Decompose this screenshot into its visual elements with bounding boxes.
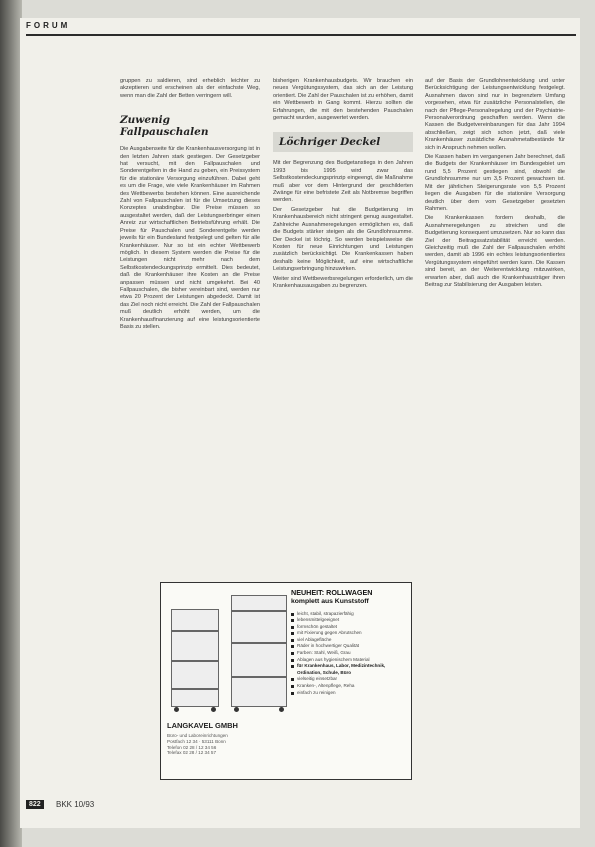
- column2-paragraph-3: Weiter sind Wettbewerbsregelungen erforderlich, um die Krankenhausausgaben zu begrenzen.: [273, 275, 413, 289]
- ad-company-name: LANGKAVEL GMBH: [167, 721, 238, 730]
- section-header: [26, 21, 576, 36]
- column3-paragraph-3: Die Krankenkassen fordern deshalb, die Ausnahmeregelungen zu streichen und die Budgetierung konsequent umzusetzen. Nur so kann das Ziel der Beitragssatzstabilität erreicht werden. Gleichzeitig muß die Zahl der Fallpauschalen erhöht werden, damit ab 1996 ein echtes leistungsorientiertes Vergütungssystem eingeführt werden kann. Die Kassen sind bereit, an der Weiterentwicklung mitzuwirken, erwarten aber, daß auch die Krankenhausträger ihren Beitrag zur Stabilisierung der Ausgaben leisten.: [425, 215, 565, 288]
- subheading-loechriger-deckel: Löchriger Deckel: [273, 132, 413, 152]
- ad-feature-item: mit Fixierung gegen Abrutschen: [291, 630, 405, 637]
- book-spine-shadow: [0, 0, 22, 847]
- column2-intro: bisherigen Krankenhausbudgets. Wir brauchen ein neues Vergütungssystem, das sich an der Leistung orientiert. Die Zahl der Pauschalen ist zu erhöhen, damit ein Wettbewerb in Gang kommt. Hierzu sollten die Erfahrungen, die mit den bestehenden Pauschalen gemacht wurden, ausgewertet werden.: [273, 78, 413, 122]
- ad-feature-item: Kranken-, Altenpflege, Reha: [291, 683, 405, 690]
- ad-feature-item: Ablagen aus hygienischem Material: [291, 657, 405, 664]
- cart-illustration-small: [171, 609, 219, 707]
- cart-illustration-large: [231, 595, 287, 707]
- ad-feature-list: [291, 611, 405, 697]
- ad-headline: NEUHEIT: ROLLWAGEN: [291, 588, 373, 597]
- page-footer: [26, 800, 576, 812]
- ad-feature-item-emphasis: für Krankenhaus, Labor, Medizintechnik, Ordination, Schule, Büro: [291, 663, 405, 676]
- advertisement-rollwagen: [160, 582, 412, 780]
- page-number: 822: [26, 800, 44, 809]
- ad-feature-item: Räder in hochwertiger Qualität: [291, 643, 405, 650]
- ad-feature-item: vielseitig einsetzbar: [291, 676, 405, 683]
- ad-product-image: [167, 589, 287, 773]
- ad-text: [291, 589, 405, 696]
- ad-company-address: Büro- und Laboreinrichtungen Postfach 12 34 · 53111 Bonn Telefon 02 28 / 12 34 56 Telefax 02 28 / 12 34 57: [167, 733, 228, 756]
- column3-paragraph-2: Die Kassen haben im vergangenen Jahr berechnet, daß die Budgets der Krankenhäuser im Bundesgebiet um rund 5,5 Prozent gestiegen sind, obwohl die Grundlohnsumme nur um 3,5 Prozent gewachsen ist. Mit der jährlichen Steigerungsrate von 5,5 Prozent liegen die Ausgaben für die stationäre Versorgung deutlich über dem vom Gesetzgeber gesetzten Rahmen.: [425, 154, 565, 212]
- article-column-2: [273, 78, 413, 292]
- article-column-1: [120, 78, 260, 333]
- column2-paragraph-1: Mit der Begrenzung des Budgetanstiegs in den Jahren 1993 bis 1995 wird zwar das Selbstkostendeckungsprinzip eingeengt, die Maßnahme muß aber vor dem Hintergrund der geschilderten Zwänge für eine befristete Zeit als Notbremse begriffen werden.: [273, 160, 413, 204]
- column3-paragraph-1: auf der Basis der Grundlohnentwicklung und unter Berücksichtigung der Leistungsentwicklung festgelegt. Ausnahmen davon sind nur in begrenztem Umfang vorgesehen, etwa für zusätzliche Personalstellen, die nach der Pflege-Personalregelung und der Psychiatrie-Personalverordnung geschaffen werden. Wenn die Kassen die Budgetvereinbarungen für das Jahr 1994 abschließen, zeigt sich schon jetzt, daß viele Krankenhäuser zusätzliche Ausnahmetatbestände für sich in Anspruch nehmen wollen.: [425, 78, 565, 151]
- column2-paragraph-2: Der Gesetzgeber hat die Budgetierung im Krankenhausbereich nicht stringent genug ausgestaltet. Zahlreiche Ausnahmeregelungen ermöglichen es, daß die Budgets stärker steigen als die Grundlohnsumme. Der Deckel ist löchrig. So werden beispielsweise die Kosten für neue Einrichtungen und Leistungen zusätzlich berücksichtigt. Die Krankenkassen haben deshalb keine Möglichkeit, auf eine wirtschaftliche Leistungserbringung hinzuwirken.: [273, 206, 413, 273]
- ad-feature-item: formschön gestaltet: [291, 624, 405, 631]
- column1-intro: gruppen zu saldieren, sind erheblich leichter zu akzeptieren und erscheinen als der einfachste Weg, wenn man die Zahl der Betten verringern will.: [120, 78, 260, 99]
- ad-feature-item: Farben: Stahl, Weiß, Grau: [291, 650, 405, 657]
- ad-feature-item: leicht, stabil, strapazierfähig: [291, 611, 405, 618]
- subheading-zuwenig-fallpauschalen: Zuwenig Fallpauschalen: [120, 114, 209, 139]
- column1-paragraph-1: Die Ausgabenseite für die Krankenhausversorgung ist in den letzten Jahren stark gestiegen. Der Gesetzgeber hat versucht, mit den Fallpauschalen und Sonderentgelten in die Hand zu geben, ein Preissystem für die stationäre Versorgung einzuführen. Dabei geht es um die Frage, wie viele Krankenhäuser im Rahmen des Wettbewerbs bestehen können. Eine ausreichende Zahl von Fallpauschalen ist für die Umsetzung dieses Konzeptes unabdingbar. Die Preise müssen so ausgestaltet werden, daß der Leistungserbringer einen Anreiz zur wirtschaftlichen Betriebsführung erhält. Die Preise für Pauschalen und Sonderentgelte werden jeweils für ein Bundesland festgelegt und gelten für alle Krankenhäuser. Nur so ist ein echter Wettbewerb möglich. In diesem System werden die Preise für die Leistungen nicht mehr nach dem Selbstkostendeckungsprinzip ermittelt. Dies bedeutet, daß die Krankenhäuser ihre Kosten an die Preise anpassen müssen und nicht umgekehrt. Bei 40 Fallpauschalen, die bisher vereinbart sind, werden nur etwa 20 Prozent der Leistungen abgedeckt. Damit ist das Ziel noch nicht erreicht. Die Zahl der Fallpauschalen muß deutlich erhöht werden, um die Krankenhausfinanzierung auf eine leistungsorientierte Basis zu stellen.: [120, 146, 260, 330]
- ad-feature-item: einfach zu reinigen: [291, 690, 405, 697]
- article-column-3: [425, 78, 565, 291]
- ad-feature-item: viel Ablagefläche: [291, 637, 405, 644]
- ad-subline: komplett aus Kunststoff: [291, 597, 369, 605]
- ad-feature-item: lebensmittelgeeignet: [291, 617, 405, 624]
- issue-label: BKK 10/93: [56, 800, 95, 809]
- section-label: FORUM: [26, 21, 74, 30]
